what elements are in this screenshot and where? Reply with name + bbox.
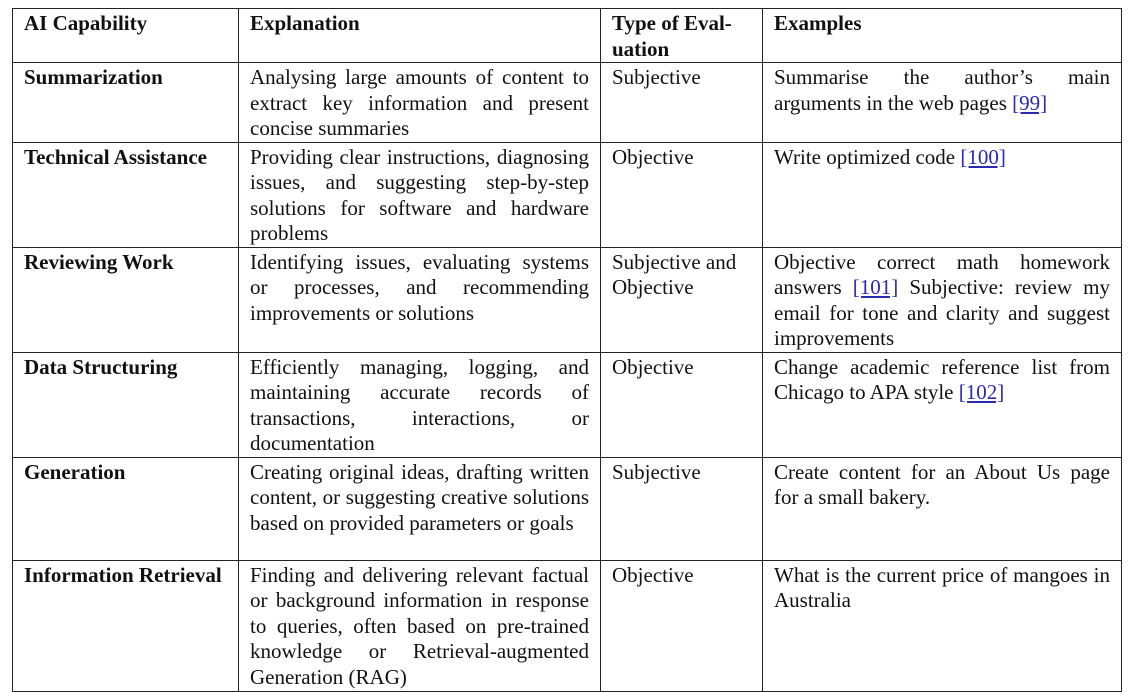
explanation-cell: Analysing large amounts of content to extract key information and present concise summaries	[239, 63, 601, 143]
ai-capability-table	[12, 8, 1122, 692]
eval-type-cell: Subjective and Objective	[601, 247, 763, 352]
example-text: Objective correct math homework answers	[774, 249, 1110, 299]
explanation-cell: Finding and delivering relevant factual or background information in response to queries, often based on pre-trained knowledge or Retrieval-augmented Generation (RAG)	[239, 560, 601, 691]
capability-cell: Data Structuring	[13, 352, 239, 457]
capability-cell: Technical Assistance	[13, 142, 239, 247]
example-text: What is the current price of mangoes in Australia	[774, 562, 1110, 612]
example-text: Write optimized code	[774, 144, 961, 169]
eval-type-cell: Objective	[601, 352, 763, 457]
capability-cell: Information Retrieval	[13, 560, 239, 691]
citation-link[interactable]: [100]	[960, 144, 1006, 169]
example-text: Summarise the author’s main arguments in the web pages	[774, 65, 1110, 115]
citation-link[interactable]: [102]	[958, 380, 1005, 404]
eval-type-cell: Objective	[601, 560, 763, 691]
capability-cell: Generation	[13, 457, 239, 560]
example-cell	[763, 352, 1122, 457]
capability-cell: Summarization	[13, 63, 239, 143]
header-type: Type of Eval- uation	[601, 9, 763, 63]
capability-cell: Reviewing Work	[13, 247, 239, 352]
example-cell	[763, 142, 1122, 247]
example-cell	[763, 457, 1122, 560]
table-row	[13, 247, 1122, 352]
table-row	[13, 352, 1122, 457]
citation-link[interactable]: [101]	[852, 275, 899, 299]
header-examples: Examples	[763, 9, 1122, 63]
explanation-cell: Identifying issues, evaluating systems or processes, and recommending improvements or solutions	[239, 247, 601, 352]
explanation-cell: Creating original ideas, drafting written content, or suggesting creative solutions based on provided parameters or goals	[239, 457, 601, 560]
table-row	[13, 560, 1122, 691]
eval-type-cell: Subjective	[601, 63, 763, 143]
example-text: Change academic reference list from Chicago to APA style	[774, 354, 1110, 404]
table-row	[13, 142, 1122, 247]
explanation-cell: Providing clear instructions, diagnosing issues, and suggesting step-by-step solutions for software and hardware problems	[239, 142, 601, 247]
example-cell	[763, 247, 1122, 352]
example-text: Create content for an About Us page for a small bakery.	[774, 459, 1110, 509]
explanation-cell: Efficiently managing, logging, and maintaining accurate records of transactions, interactions, or documentation	[239, 352, 601, 457]
table-row	[13, 63, 1122, 143]
example-tail: Subjective: review my email for tone and clarity and suggest improvements	[774, 275, 1110, 350]
header-explanation: Explanation	[239, 9, 601, 63]
citation-link[interactable]: [99]	[1012, 90, 1048, 115]
example-cell	[763, 560, 1122, 691]
table-row	[13, 457, 1122, 560]
eval-type-cell: Subjective	[601, 457, 763, 560]
eval-type-cell: Objective	[601, 142, 763, 247]
header-row	[13, 9, 1122, 63]
header-capability: AI Capability	[13, 9, 239, 63]
example-cell	[763, 63, 1122, 143]
